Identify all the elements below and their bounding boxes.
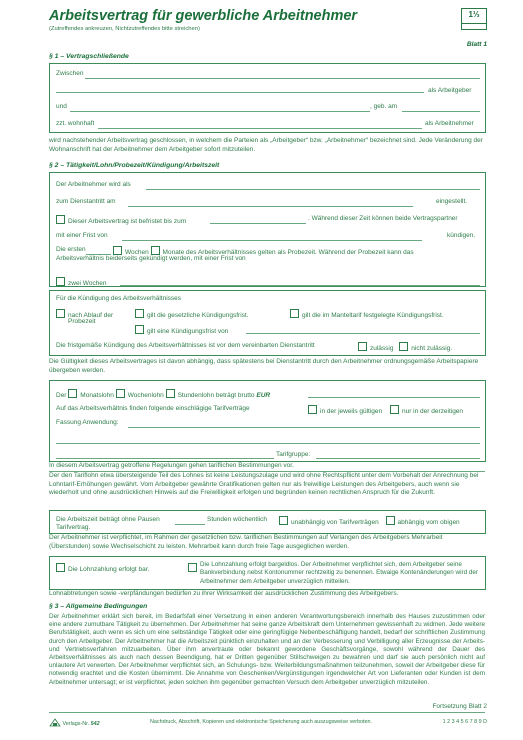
opt-gesetz-label: gilt die gesetzliche Kündigungsfrist. [147, 312, 249, 319]
bargeldlos-checkbox[interactable] [188, 563, 197, 572]
monatslohn-label: Monatslohn [80, 392, 114, 399]
employer-name-field[interactable] [85, 78, 480, 79]
zulaessig-checkbox[interactable] [358, 342, 367, 351]
birthdate-field[interactable] [402, 111, 480, 112]
document-title: Arbeitsvertrag für gewerbliche Arbeitnehmer [49, 8, 358, 24]
gesetzlich-checkbox[interactable] [135, 309, 144, 318]
section-3-text: Der Arbeitnehmer erklärt sich bereit, im Bedarfsfall einer Versetzung in einen anderen Verantwortungsbereich innerhalb des Hauses zuzustimmen oder eine andere zumutbare Tätigkeit zu übernehmen. Der Arbeitnehmer hat seine ganze Arbeitskraft dem Unternehmen gewissenhaft zu widmen. Jede weitere Berufstätigkeit, auch wenn es sich um eine selbständige Tätigkeit oder eine geringfügige Nebenbeschäftigung handelt, bedarf der schriftlichen Zustimmung durch den Arbeitgeber. Der Arbeitnehmer hat die Arbeitszeit pünktlich einzuhalten und an der Verbesserung und Verbilligung aller Erzeugnisse der Arbeits- und Vertriebsverfahren mitzuarbeiten. Über ihm anvertraute oder bekannt gewordene Geschäftsvorgänge, sowohl während der Dauer des Arbeitsverhältnisses als auch nach dessen Beendigung, hat er Dritten gegenüber Stillschweigen zu bewahren und darf sie auch persönlich nicht auf unlautere Art verwerten. Der Arbeitnehmer verpflichtet sich, an Schulungs- bzw. Weiterbildungsmaßnahmen teilzunehmen, soweit der Arbeitgeber diese für notwendig erachtet und die Kosten übernimmt. Die Annahme von Geschenken/Vergünstigungen irgendwelcher Art von Lieferanten oder Kunden ist dem Arbeitnehmer untersagt; er ist verpflichtet, jeden solchen ihm gegenüber gemachten Versuch dem Arbeitgeber unverzüglich mitzuteilen. [49, 613, 485, 686]
fortsetzung-label: Fortsetzung Blatt 2 [432, 703, 487, 710]
abhaengig-checkbox[interactable] [386, 516, 395, 525]
gueltigkeit-note: Die Gültigkeit dieses Arbeitsvertrages ist davon abhängig, dass spätestens bei Dienstantritt durch den Arbeitnehmer ordnungsgemäße Arbeitspapiere übergeben werden. [49, 358, 479, 374]
nicht-zulaessig-label: nicht zulässig. [411, 345, 453, 352]
footer-verlag [49, 718, 100, 727]
tarifvertrag-field-2[interactable] [56, 443, 480, 444]
publisher-logo: 1⅓ [461, 8, 487, 30]
opt-probe2-label: Probezeit [68, 318, 96, 325]
fristlos-label: Die fristgemäße Kündigung des Arbeitsverhältnisses ist vor dem vereinbarten Dienstantritt [56, 342, 315, 349]
stundenlohn-label: Stundenlohn beträgt brutto [177, 392, 255, 399]
tarifvertrag-label: Tarifvertrag. [56, 524, 91, 531]
der-label: Der [56, 392, 67, 399]
monatslohn-checkbox[interactable] [68, 389, 77, 398]
opt-probe-label: nach Ablauf der [68, 312, 114, 319]
notice-period-field[interactable] [122, 240, 422, 241]
job-title-field[interactable] [146, 189, 480, 190]
dienstantritt-label: zum Dienstantritt am [56, 198, 116, 205]
kuendigen-label: kündigen. [447, 232, 476, 239]
als-arbeitgeber-label: als Arbeitgeber [428, 87, 472, 94]
section-1-heading: § 1 – Vertragschließende [49, 53, 129, 60]
verlag-nr: 542 [90, 721, 100, 727]
bar-row [56, 563, 149, 573]
die-ersten-label: Die ersten [56, 246, 86, 253]
employer-address-field[interactable] [56, 92, 424, 93]
section-1-note: wird nachstehender Arbeitsvertrag geschlossen, in welchem die Parteien als „Arbeitgeber“ bzw. „Arbeitnehmer“ bezeichnet sind. Jede Veränderung der Wohnanschrift hat der Arbeitnehmer dem Arbeitgeber sofort mitzuteilen. [49, 137, 483, 153]
wochenlohn-checkbox[interactable] [116, 389, 125, 398]
als-arbeitnehmer-label: als Arbeitnehmer [425, 120, 474, 127]
opt-frist-row [135, 325, 228, 335]
nicht-zulaessig-checkbox[interactable] [399, 342, 408, 351]
befristet-checkbox[interactable] [56, 215, 65, 224]
lohn-amount-field[interactable] [308, 397, 480, 398]
footer-codes: 1 2 3 4 5 6 7 8 9 D [442, 719, 487, 725]
wohnhaft-label: zzt. wohnhaft [56, 120, 95, 127]
tarif-label: Auf das Arbeitsverhältnis finden folgende einschlägige Tarifverträge [56, 405, 250, 412]
end-date-field[interactable] [210, 223, 306, 224]
section-1-parties-box [49, 63, 486, 133]
footer-divider [49, 712, 485, 713]
wochenlohn-label: Wochenlohn [127, 392, 164, 399]
section-3-heading: § 3 – Allgemeine Bedingungen [49, 603, 148, 610]
unabhaengig-checkbox[interactable] [279, 516, 288, 525]
wochen-label: Wochen [125, 249, 149, 256]
tarifvertrag-field-3[interactable] [56, 458, 274, 459]
befristet-label: Dieser Arbeitsvertrag ist befristet bis zum [68, 218, 187, 225]
zwischen-label: Zwischen [56, 70, 84, 77]
opt-mantel-row [290, 309, 444, 319]
lohnzahlung-box [49, 556, 486, 590]
bar-label: Die Lohnzahlung erfolgt bar. [68, 566, 150, 573]
zwei-wochen-row [56, 277, 107, 287]
fassung-label: Fassung Anwendung: [56, 419, 119, 426]
tarif-paragraph: Der den Tariflohn etwa übersteigende Teil des Lohnes ist keine Leistungszulage und wird ohne Rechtspflicht unter dem Vorbehalt der Anrechnung bei Lohntarif-Erhöhungen gewährt. Vom Arbeitgeber gewährte Gratifikationen gelten nur als freiwillige Leistungen des Arbeitgebers, auch wenn sie wiederholt und ohne ausdrücklichen Hinweis auf die Freiwilligkeit erfolgen und begründen keinen rechtlichen Anspruch für die Zukunft. [49, 472, 479, 497]
bargeldlos-label: Die Lohnzahlung erfolgt bargeldlos. Der Arbeitnehmer verpflichtet sich, dem Arbeitgeber seine Bankverbindung nebst Kontonummer rechtzeitig zu benennen. Etwaige Kontenänderungen wird der Arbeitnehmer dem Arbeitgeber unverzüglich mitteilen. [200, 561, 478, 585]
zwei-wochen-label: zwei Wochen [68, 280, 107, 287]
abtretung-note: Lohnabtretungen sowie -verpfändungen bedürfen zu ihrer Wirksamkeit der ausdrücklichen Zustimmung des Arbeitgebers. [49, 590, 399, 597]
section-2-heading: § 2 – Tätigkeit/Lohn/Probezeit/Kündigung/Arbeitszeit [49, 162, 220, 169]
lohn-box [49, 380, 486, 462]
bar-checkbox[interactable] [56, 563, 65, 572]
abhaengig-label: abhängig vom obigen [397, 519, 460, 526]
unabhaengig-row [279, 516, 460, 526]
jeweils-label: in der jeweils gültigen [320, 408, 383, 415]
lohn-row [56, 389, 270, 399]
opt-mantel-label: gilt die im Manteltarif festgelegte Kündigungsfrist. [302, 312, 444, 319]
manteltarif-checkbox[interactable] [290, 309, 299, 318]
arbeitszeit-box [49, 510, 486, 534]
kuendigung-box [49, 290, 486, 356]
eigene-frist-field[interactable] [246, 333, 480, 334]
eingestellt-label: eingestellt. [436, 198, 468, 205]
eur-label: EUR [256, 392, 271, 399]
geb-am-label: , geb. am [370, 103, 398, 110]
befristet-cont-label: . Während dieser Zeit können beide Vertragspartner [308, 215, 458, 222]
opt-gesetz-row [135, 309, 249, 319]
wochen-checkbox[interactable] [113, 246, 122, 255]
befristet-row [56, 215, 186, 225]
nach-probezeit-checkbox[interactable] [56, 309, 65, 318]
tarifvertrag-field[interactable] [128, 427, 480, 428]
hours-field[interactable] [175, 524, 205, 525]
tarifgruppe-label: Tarifgruppe: [276, 451, 311, 458]
zwei-wochen-checkbox[interactable] [56, 277, 65, 286]
frist-von-label: mit einer Frist von [56, 232, 108, 239]
tarif-note: In diesem Arbeitsvertrag getroffene Regelungen gehen tariflichen Bestimmungen vor. [49, 462, 294, 469]
stunden-label: Stunden wöchentlich [207, 516, 267, 523]
probation-notice-field[interactable] [120, 285, 480, 286]
opt-frist-label: gilt eine Kündigungsfrist von [147, 328, 229, 335]
employee-name-field[interactable] [70, 111, 370, 112]
und-label: und [56, 103, 67, 110]
wird-als-label: Der Arbeitnehmer wird als [56, 181, 131, 188]
verlag-label: Verlags-Nr. [62, 721, 90, 727]
document-subtitle: (Zutreffendes ankreuzen, Nichtzutreffendes bitte streichen) [49, 26, 200, 32]
derzeitigen-checkbox[interactable] [390, 405, 399, 414]
tarifgruppe-field[interactable] [316, 458, 480, 459]
jeweils-checkbox[interactable] [308, 405, 317, 414]
zulaessig-label: zulässig [370, 345, 394, 352]
publisher-icon [49, 718, 61, 727]
probezeit-label: Monate des Arbeitsverhältnisses gelten als Probezeit. Während der Probezeit kann das [162, 249, 414, 256]
employment-terms-box [49, 172, 486, 287]
derzeitigen-label: nur in der derzeitigen [401, 408, 464, 415]
unabhaengig-label: unabhängig von Tarifverträgen [291, 519, 379, 526]
employee-address-field[interactable] [98, 128, 422, 129]
monate-checkbox[interactable] [151, 246, 160, 255]
footer-copyright: Nachdruck, Abschrift, Kopieren und elektronische Speicherung auch auszugsweise verboten. [150, 719, 373, 725]
arbeitszeit-label: Die Arbeitszeit beträgt ohne Pausen [56, 516, 160, 523]
sheet-number: Blatt 1 [466, 41, 487, 48]
tarif-options-row [308, 405, 463, 415]
kuendigung-title: Für die Kündigung des Arbeitsverhältnisses [56, 295, 182, 302]
probezeit-cont-label: Arbeitsverhältnis beiderseits gekündigt werden, mit einer Frist von [56, 255, 246, 262]
start-date-field[interactable] [128, 206, 413, 207]
zulaessig-row [358, 342, 452, 352]
eigene-frist-checkbox[interactable] [135, 325, 144, 334]
stundenlohn-checkbox[interactable] [166, 389, 175, 398]
mehrarbeit-paragraph: Der Arbeitnehmer ist verpflichtet, im Rahmen der gesetzlichen bzw. tariflichen Bestimmungen auf Verlangen des Arbeitgebers Mehrarbeit (Überstunden) sowie Wechselschicht zu leisten. Mehrarbeit kann durch freie Tage ausgeglichen werden. [49, 534, 443, 550]
